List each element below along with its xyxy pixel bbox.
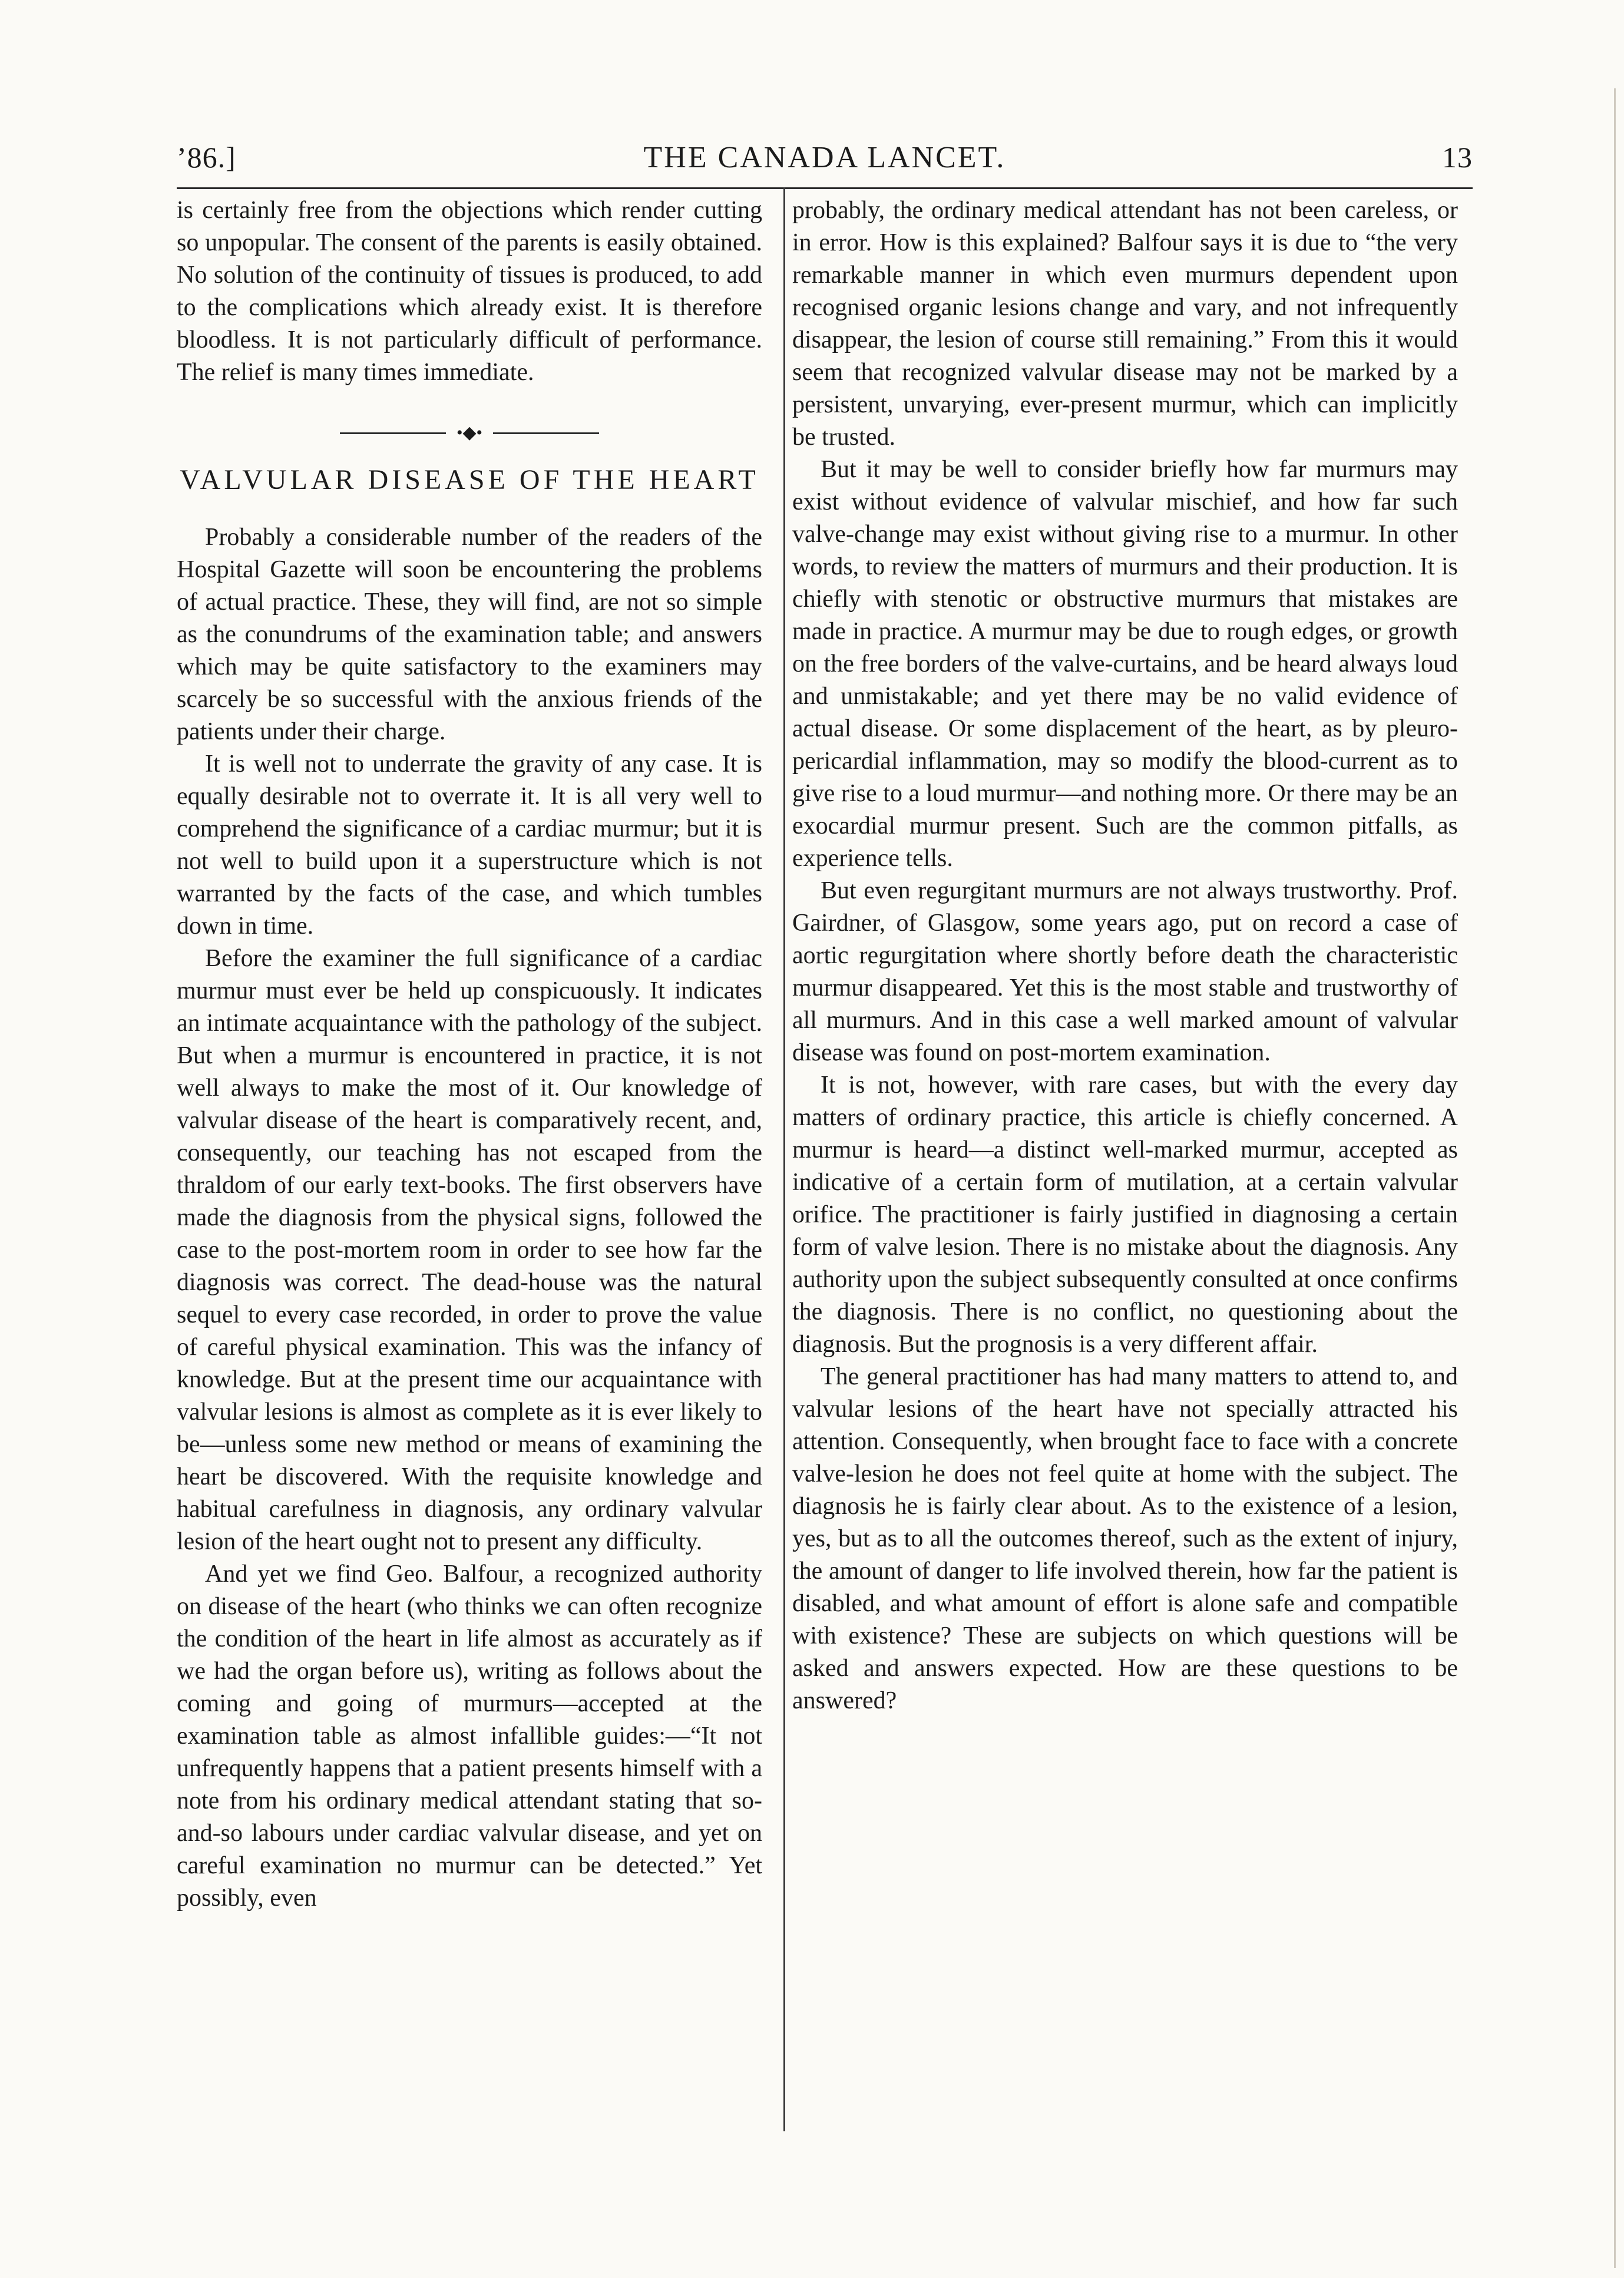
paragraph: The general practitioner has had many matters to attend to, and valvular lesions of the heart have not specially attracted his attention. Consequently, when brought face to face with a concrete valve-lesion he does not feel quite at home with the subject. The diagnosis he is fairly clear about. As to the existence of a lesion, yes, but as to all the outcomes thereof, such as the extent of injury, the amount of danger to life involved therein, how far the patient is disabled, and what amount of effort is alone safe and compatible with existence? These are subjects on which questions will be asked and answers expected. How are these questions to be answered? bbox=[792, 1363, 1458, 1714]
column-divider bbox=[783, 187, 785, 2131]
divider-line-right bbox=[493, 432, 599, 434]
paragraph: But even regurgitant murmurs are not always trustworthy. Prof. Gairdner, of Glasgow, some years ago, put on record a case of aortic regurgitation where shortly before death the characteristic murmur disappeared. Yet this is the most stable and trustworthy of all murmurs. And in this case a well marked amount of valvular disease was found on post-mortem examination. bbox=[792, 877, 1458, 1066]
continued-paragraph: is certainly free from the objections which render cutting so unpopular. The consent of the parents is easily obtained. No solution of the continuity of tissues is produced, to add to the complications which already exist. It is therefore bloodless. It is not particularly difficult of performance. The relief is many times immediate. bbox=[177, 197, 762, 386]
continued-paragraph: probably, the ordinary medical attendant has not been careless, or in error. How is this explained? Balfour says it is due to “the very remarkable manner in which even murmurs dependent upon recognised organic lesions change and vary, and not infrequently disappear, the lesion of course still remaining.” From this it would seem that recognized valvular disease may not be marked by a persistent, unvarying, ever-present murmur, which can implicitly be trusted. bbox=[792, 197, 1458, 451]
journal-title: THE CANADA LANCET. bbox=[643, 141, 1006, 174]
divider-ornament: •◆• bbox=[456, 423, 483, 442]
page-number: 13 bbox=[1442, 141, 1473, 174]
paragraph: It is not, however, with rare cases, but with the every day matters of ordinary practice, this article is chiefly concerned. A murmur is heard—a distinct well-marked murmur, accepted as indicative of a certain form of mutilation, at a certain valvular orifice. The practitioner is fairly justified in diagnosing a certain form of valve lesion. There is no mistake about the diagnosis. Any authority upon the subject subsequently consulted at once confirms the diagnosis. There is no conflict, no questioning about the diagnosis. But the prognosis is a very different affair. bbox=[792, 1072, 1458, 1358]
header-rule bbox=[177, 187, 1473, 189]
paragraph: But it may be well to consider briefly how far murmurs may exist without evidence of valvular mischief, and how far such valve-change may exist without giving rise to a murmur. In other words, to review the matters of murmurs and their production. It is chiefly with stenotic or obstructive murmurs that mistakes are made in practice. A murmur may be due to rough edges, or growth on the free borders of the valve-curtains, and be heard always loud and unmistakable; and yet there may be no valid evidence of actual disease. Or some displacement of the heart, as by pleuro-pericardial inflammation, may so modify the blood-current as to give rise to a loud murmur—and nothing more. Or there may be an exocardial murmur present. Such are the common pitfalls, as experience tells. bbox=[792, 456, 1458, 872]
left-column bbox=[177, 194, 762, 1915]
header-year: ’86.] bbox=[177, 141, 236, 174]
article-title: VALVULAR DISEASE OF THE HEART bbox=[180, 464, 759, 495]
paragraph: It is well not to underrate the gravity of any case. It is equally desirable not to overrate it. It is all very well to comprehend the significance of a cardiac murmur; but it is not well to build upon it a superstructure which is not warranted by the facts of the case, and which tumbles down in time. bbox=[177, 750, 762, 940]
paragraph: Probably a considerable number of the readers of the Hospital Gazette will soon be encountering the problems of actual practice. These, they will find, are not so simple as the conundrums of the examination table; and answers which may be quite satisfactory to the examiners may scarcely be so successful with the anxious friends of the patients under their charge. bbox=[177, 524, 762, 745]
running-header bbox=[177, 140, 1473, 181]
divider-line-left bbox=[340, 432, 446, 434]
page-edge bbox=[1614, 88, 1616, 2268]
right-column bbox=[792, 194, 1458, 1717]
section-divider bbox=[340, 421, 599, 445]
paragraph: And yet we find Geo. Balfour, a recognized authority on disease of the heart (who thinks we can often recognize the condition of the heart in life almost as accurately as if we had the organ before us), writing as follows about the coming and going of murmurs—accepted at the examination table as almost infallible guides:—“It not unfrequently happens that a patient presents himself with a note from his ordinary medical attendant stating that so-and-so labours under cardiac valvular disease, and yet on careful examination no murmur can be detected.” Yet possibly, even bbox=[177, 1560, 762, 1912]
paragraph: Before the examiner the full significance of a cardiac murmur must ever be held up conspicuously. It indicates an intimate acquaintance with the pathology of the subject. But when a murmur is encountered in practice, it is not well always to make the most of it. Our knowledge of valvular disease of the heart is comparatively recent, and, consequently, our teaching has not escaped from the thraldom of our early text-books. The first observers have made the diagnosis from the physical signs, followed the case to the post-mortem room in order to see how far the diagnosis was correct. The dead-house was the natural sequel to every case recorded, in order to prove the value of careful physical examination. This was the infancy of knowledge. But at the present time our acquaintance with valvular lesions is almost as complete as it is ever likely to be—unless some new method or means of examining the heart be discovered. With the requisite knowledge and habitual carefulness in diagnosis, any ordinary valvular lesion of the heart ought not to present any difficulty. bbox=[177, 945, 762, 1555]
